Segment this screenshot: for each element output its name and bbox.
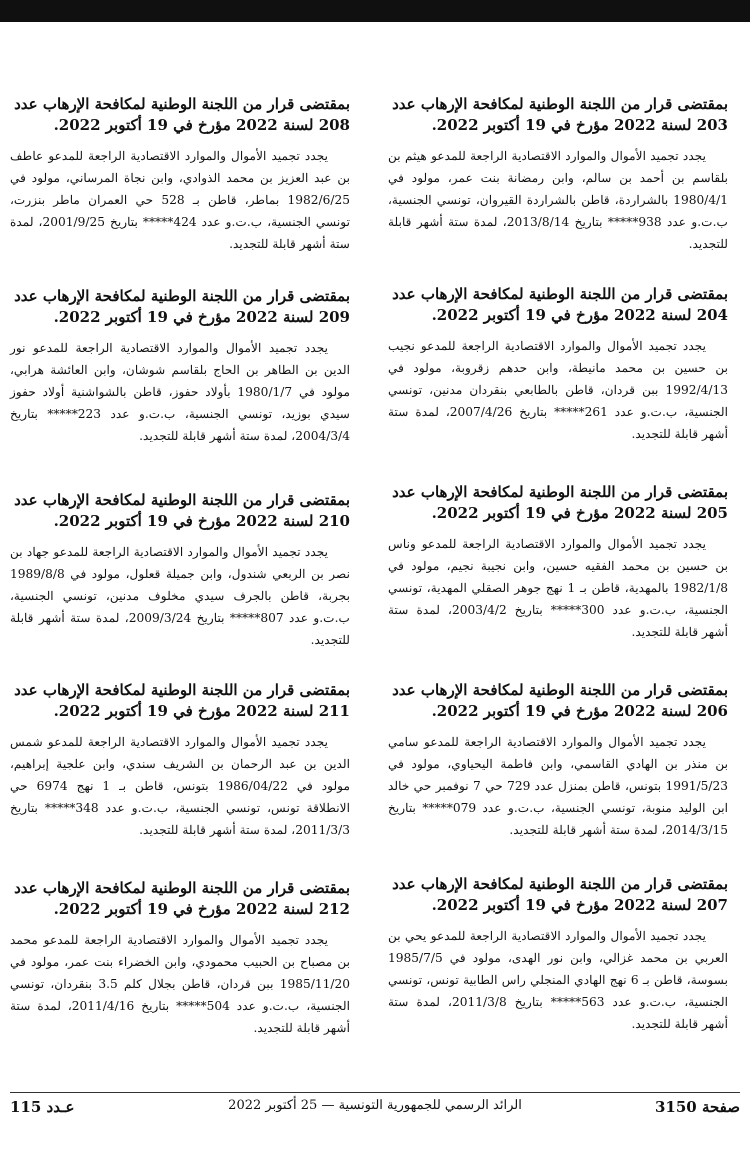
- footer-divider: [10, 1092, 740, 1093]
- decision-entry-211: [10, 680, 350, 841]
- decision-title: بمقتضى قرار من اللجنة الوطنية لمكافحة الإرهاب عدد 206 لسنة 2022 مؤرخ في 19 أكتوبر 2022.: [392, 681, 728, 720]
- decision-title: بمقتضى قرار من اللجنة الوطنية لمكافحة الإرهاب عدد 209 لسنة 2022 مؤرخ في 19 أكتوبر 2022.: [14, 287, 350, 326]
- decision-entry-210: [10, 490, 350, 651]
- decision-title: بمقتضى قرار من اللجنة الوطنية لمكافحة الإرهاب عدد 208 لسنة 2022 مؤرخ في 19 أكتوبر 2022.: [14, 95, 350, 134]
- decision-title: بمقتضى قرار من اللجنة الوطنية لمكافحة الإرهاب عدد 205 لسنة 2022 مؤرخ في 19 أكتوبر 2022.: [392, 483, 728, 522]
- decision-body: يجدد تجميد الأموال والموارد الاقتصادية الراجعة للمدعو سامي بن منذر بن الهادي القاسمي، وابن فاطمة اليحياوي، مولود في 1991/5/23 بتونس، قاطن بمنزل عدد 729 حي 7 نوفمبر حي خالد ابن الوليد منوبة، تونسي الجنسية، ب.ت.و عدد 079***** بتاريخ 2014/3/15، لمدة ستة أشهر قابلة للتجديد.: [388, 735, 728, 837]
- decision-entry-203: [388, 94, 728, 255]
- decision-body: يجدد تجميد الأموال والموارد الاقتصادية الراجعة للمدعو يحي بن العربي بن محمد غزالي، وابن نور الهدى، مولود في 1985/7/5 بسوسة، قاطن بـ 6 نهج الهادي المنجلي راس الطابية تونس، تونسي الجنسية، ب.ت.و عدد 563***** بتاريخ 2011/3/8، لمدة ستة أشهر قابلة للتجديد.: [388, 929, 728, 1031]
- decision-entry-208: [10, 94, 350, 255]
- decision-body: يجدد تجميد الأموال والموارد الاقتصادية الراجعة للمدعو شمس الدين بن عبد الرحمان بن الشريف سندي، وابن علجية إبراهيم، مولود في 1986/04/22 بتونس، قاطن بـ 1 نهج 6974 حي الانطلاقة تونس، تونسي الجنسية، ب.ت.و عدد 348***** بتاريخ 2011/3/3، لمدة ستة أشهر قابلة للتجديد.: [10, 735, 351, 837]
- decision-entry-204: [388, 284, 728, 445]
- page-footer: [10, 1098, 740, 1128]
- decision-title: بمقتضى قرار من اللجنة الوطنية لمكافحة الإرهاب عدد 211 لسنة 2022 مؤرخ في 19 أكتوبر 2022.: [14, 681, 350, 720]
- decision-title: بمقتضى قرار من اللجنة الوطنية لمكافحة الإرهاب عدد 204 لسنة 2022 مؤرخ في 19 أكتوبر 2022.: [392, 285, 728, 324]
- decision-body: يجدد تجميد الأموال والموارد الاقتصادية الراجعة للمدعو محمد بن مصباح بن الحبيب محمودي، وابن الخضراء بنت عمر، مولود في 1985/11/20 ببن قردان، قاطن بجلال كلم 3.5 بنقردان، تونسي الجنسية، ب.ت.و عدد 504***** بتاريخ 2011/4/16، لمدة ستة أشهر قابلة للتجديد.: [10, 933, 350, 1035]
- decision-entry-206: [388, 680, 728, 841]
- issue-number: عـدد 115: [10, 1098, 75, 1116]
- decision-body: يجدد تجميد الأموال والموارد الاقتصادية الراجعة للمدعو نجيب بن حسين بن محمد مانيطة، وابن حدهم زقروبة، مولود في 1992/4/13 ببن قردان، قاطن بالطابعي بنقردان مدنين، تونسي الجنسية، ب.ت.و عدد 261***** بتاريخ 2007/4/26، لمدة ستة أشهر قابلة للتجديد.: [388, 339, 728, 441]
- decision-entry-212: [10, 878, 350, 1039]
- gazette-name-and-date: الرائد الرسمي للجمهورية التونسية — 25 أكتوبر 2022: [228, 1098, 522, 1113]
- decision-title: بمقتضى قرار من اللجنة الوطنية لمكافحة الإرهاب عدد 212 لسنة 2022 مؤرخ في 19 أكتوبر 2022.: [14, 879, 350, 918]
- decision-body: يجدد تجميد الأموال والموارد الاقتصادية الراجعة للمدعو وناس بن حسين بن محمد الفقيه حسين، وابن نجيبة نجيم، مولود في 1982/1/8 بالمهدية، قاطن بـ 1 نهج جوهر الصقلي المهدية، تونسي الجنسية، ب.ت.و عدد 300***** بتاريخ 2003/4/2، لمدة ستة أشهر قابلة للتجديد.: [388, 537, 728, 639]
- decision-entry-207: [388, 874, 728, 1035]
- decision-title: بمقتضى قرار من اللجنة الوطنية لمكافحة الإرهاب عدد 203 لسنة 2022 مؤرخ في 19 أكتوبر 2022.: [392, 95, 728, 134]
- decision-title: بمقتضى قرار من اللجنة الوطنية لمكافحة الإرهاب عدد 207 لسنة 2022 مؤرخ في 19 أكتوبر 2022.: [392, 875, 728, 914]
- decision-body: يجدد تجميد الأموال والموارد الاقتصادية الراجعة للمدعو هيثم بن بلقاسم بن أحمد بن سالم، وابن رمضانة بنت عمر، مولود في 1980/4/1 بالشراردة، قاطن بالشراردة القيروان، تونسي الجنسية، ب.ت.و عدد 938***** بتاريخ 2013/8/14، لمدة ستة أشهر قابلة للتجديد.: [388, 149, 728, 251]
- decision-body: يجدد تجميد الأموال والموارد الاقتصادية الراجعة للمدعو نور الدين بن الطاهر بن الحاج بلقاسم شوشان، وابن العائشة هرابي، مولود في 1980/1/7 بأولاد حفوز، قاطن بالشواشنية أولاد حفوز سيدي بوزيد، تونسي الجنسية، ب.ت.و عدد 223***** بتاريخ 2004/3/4، لمدة ستة أشهر قابلة للتجديد.: [10, 341, 350, 443]
- decision-title: بمقتضى قرار من اللجنة الوطنية لمكافحة الإرهاب عدد 210 لسنة 2022 مؤرخ في 19 أكتوبر 2022.: [14, 491, 350, 530]
- page-number: صفحة 3150: [654, 1098, 740, 1116]
- top-dark-bar: [0, 0, 750, 22]
- decision-entry-209: [10, 286, 350, 447]
- gazette-page: [0, 22, 750, 1160]
- decision-entry-205: [388, 482, 728, 643]
- decision-body: يجدد تجميد الأموال والموارد الاقتصادية الراجعة للمدعو جهاد بن نصر بن الربعي شندول، وابن جميلة قعلول، مولود في 1989/8/8 بجربة، قاطن بالجرف سيدي مخلوف مدنين، تونسي الجنسية، ب.ت.و عدد 807***** بتاريخ 2009/3/24، لمدة ستة أشهر قابلة للتجديد.: [10, 545, 350, 647]
- decision-body: يجدد تجميد الأموال والموارد الاقتصادية الراجعة للمدعو عاطف بن عبد العزيز بن محمد الذوادي، وابن نجاة المرساني، مولود في 1982/6/25 بماطر، قاطن بـ 528 حي العمران ماطر بنزرت، تونسي الجنسية، ب.ت.و عدد 424***** بتاريخ 2001/9/25، لمدة ستة أشهر قابلة للتجديد.: [10, 149, 350, 251]
